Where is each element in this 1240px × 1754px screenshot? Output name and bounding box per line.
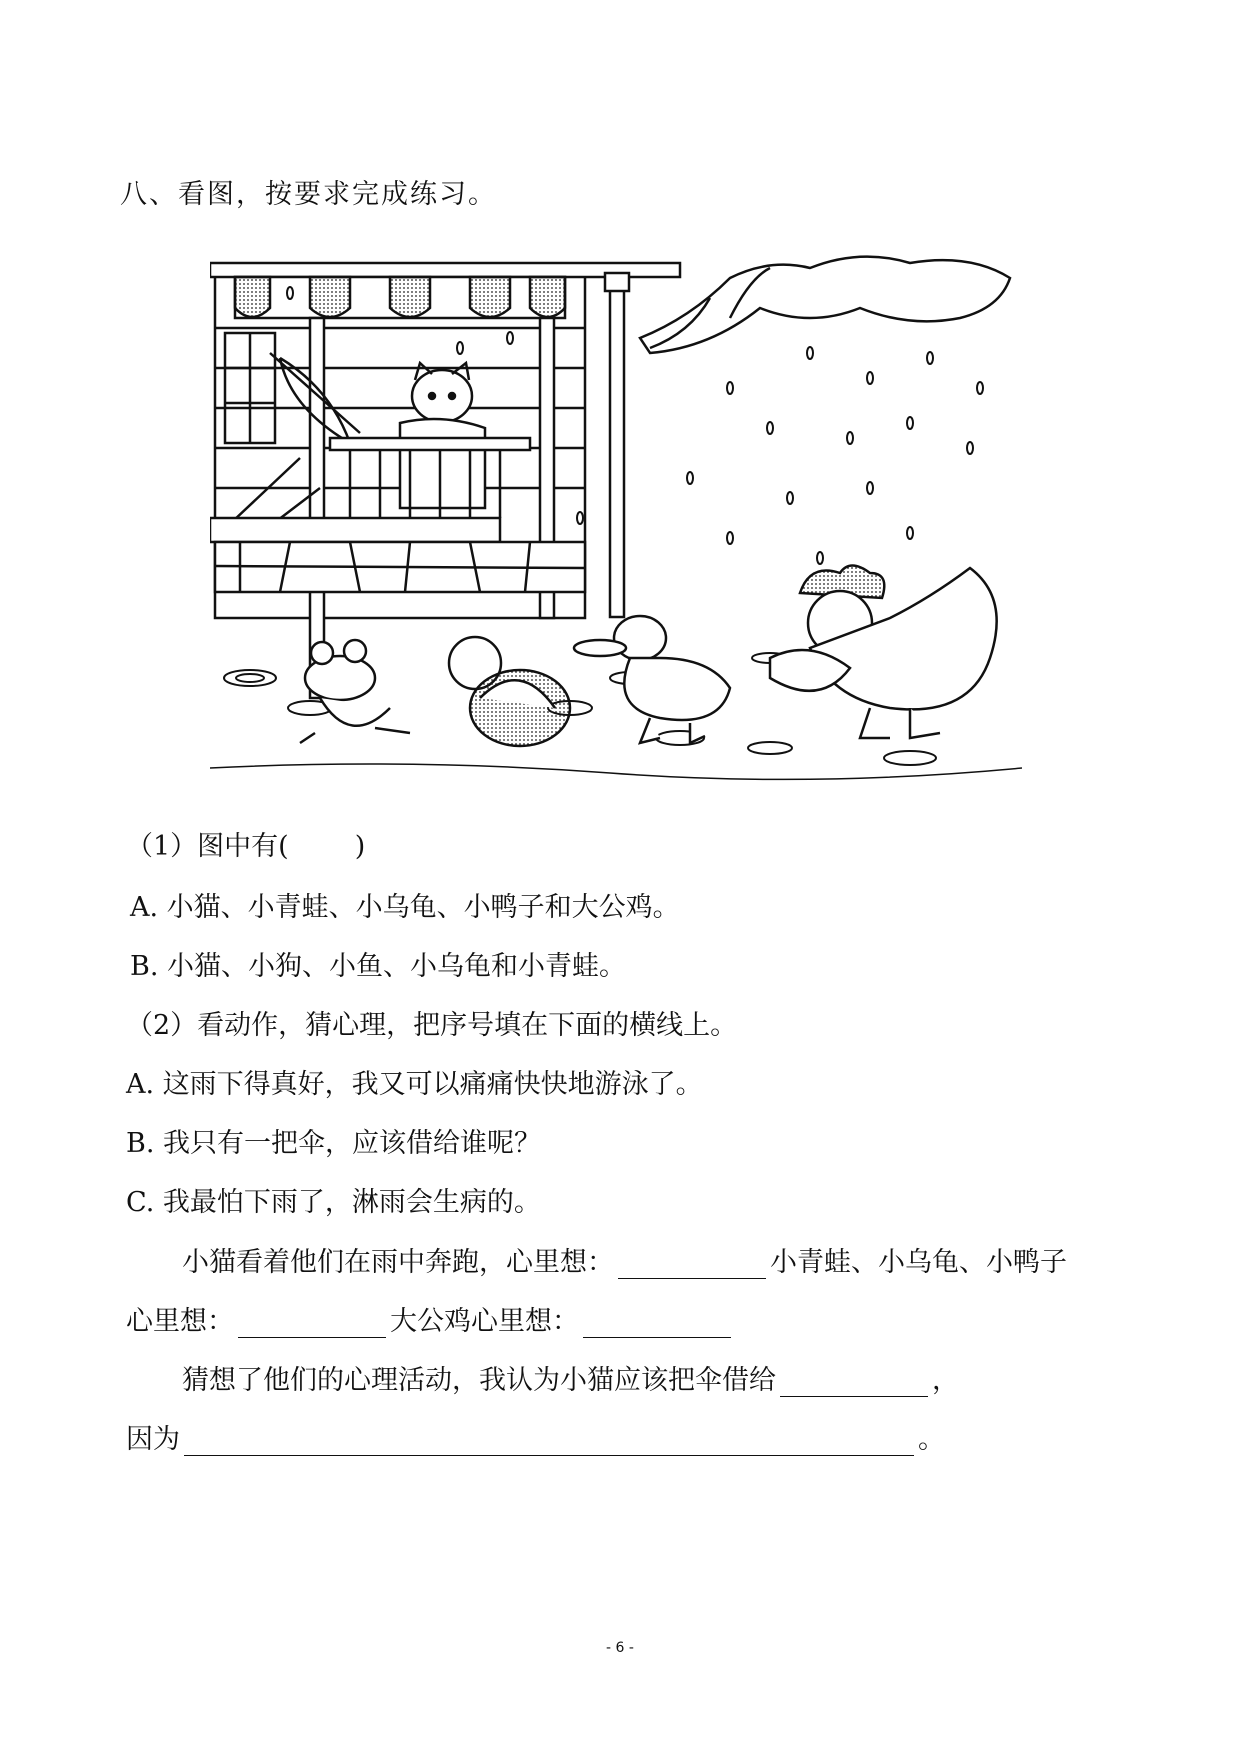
answer-line-1 xyxy=(126,1240,1067,1279)
q2-option-b: B. 我只有一把伞，应该借给谁呢？ xyxy=(126,1128,542,1159)
page-number: - 6 - xyxy=(606,1640,634,1656)
q2-option-a: A. 这雨下得真好，我又可以痛痛快快地游泳了。 xyxy=(126,1069,703,1100)
cat-thought-blank[interactable] xyxy=(618,1250,766,1279)
umbrella-recipient-blank[interactable] xyxy=(780,1368,928,1397)
section-title: 八、看图，按要求完成练习。 xyxy=(120,179,497,210)
q1-option-b: B. 小猫、小狗、小鱼、小乌龟和小青蛙。 xyxy=(130,951,627,982)
q2-option-c: C. 我最怕下雨了，淋雨会生病的。 xyxy=(126,1187,541,1218)
q1-prompt-prefix: （1）图中有( xyxy=(126,831,289,862)
answer-line-4 xyxy=(126,1417,945,1456)
cat-thought-label: 小猫看着他们在雨中奔跑，心里想： xyxy=(182,1247,614,1278)
frog-turtle-duck-label: 小青蛙、小乌龟、小鸭子 xyxy=(770,1247,1067,1278)
q1-option-a: A. 小猫、小青蛙、小乌龟、小鸭子和大公鸡。 xyxy=(130,892,680,923)
question-1 xyxy=(126,824,365,863)
reason-label: 因为 xyxy=(126,1424,180,1455)
line3-comma: ， xyxy=(932,1365,959,1396)
frog-turtle-duck-blank[interactable] xyxy=(238,1309,386,1338)
reason-blank[interactable] xyxy=(184,1427,914,1456)
frog-turtle-duck-thought-label: 心里想： xyxy=(126,1306,234,1337)
rooster-blank[interactable] xyxy=(583,1309,731,1338)
line4-period: 。 xyxy=(918,1424,945,1455)
answer-line-2 xyxy=(126,1299,735,1338)
q1-prompt-suffix: ) xyxy=(354,831,366,862)
rooster-thought-label: 大公鸡心里想： xyxy=(390,1306,579,1337)
answer-line-3 xyxy=(126,1358,959,1397)
rain-scene-illustration xyxy=(210,238,1022,790)
question-2: （2）看动作，猜心理，把序号填在下面的横线上。 xyxy=(126,1010,738,1041)
umbrella-recipient-label: 猜想了他们的心理活动，我认为小猫应该把伞借给 xyxy=(182,1365,776,1396)
